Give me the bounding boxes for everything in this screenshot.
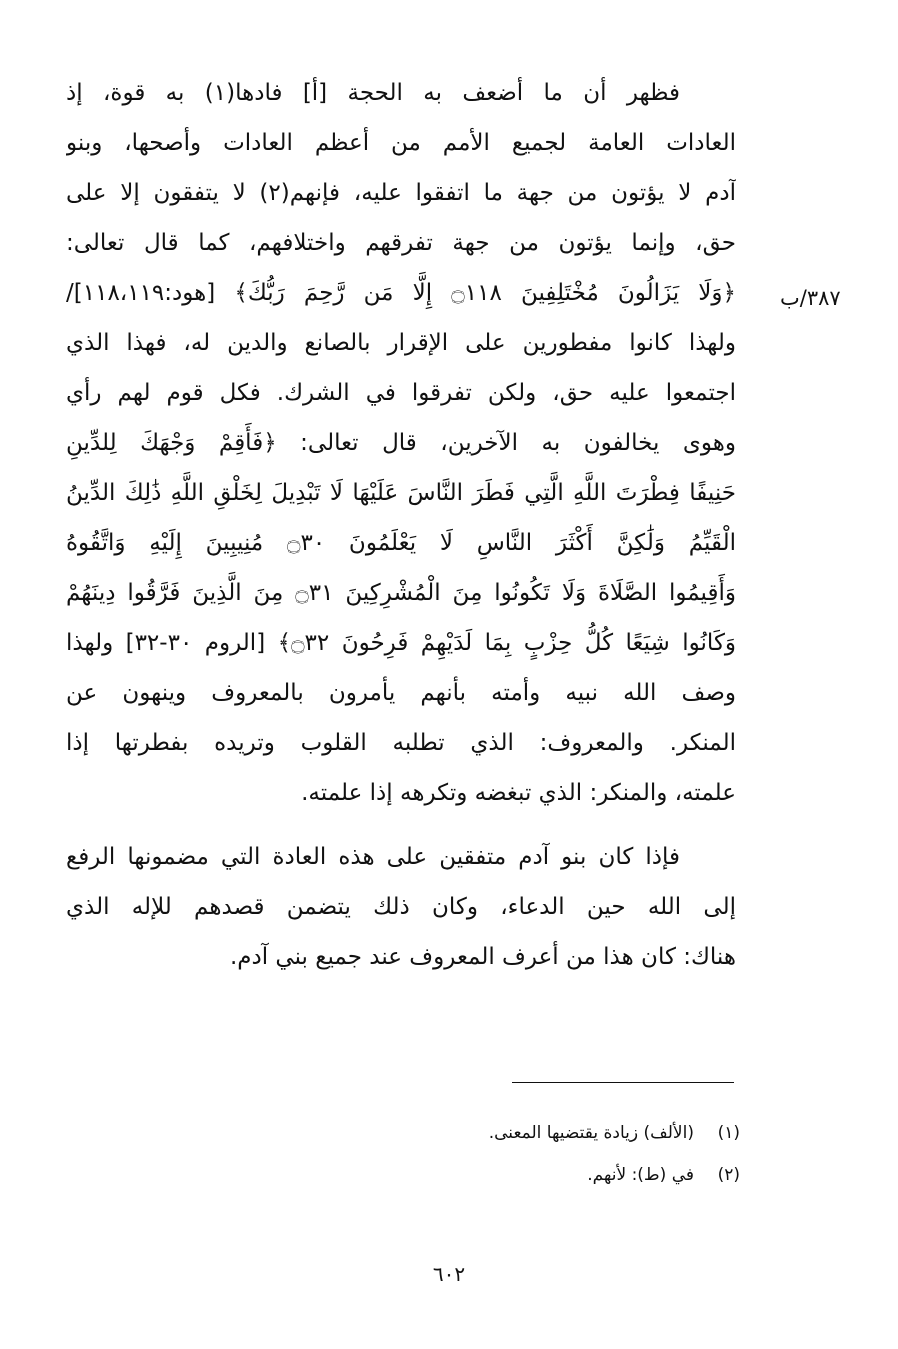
quran-verse-line: وَأَقِيمُوا الصَّلَاةَ وَلَا تَكُونُوا مِنَ الْمُشْرِكِينَ ۝٣١ مِنَ الَّذِينَ فَرَّقُوا دِينَهُمْ [66, 580, 736, 606]
text-line: وصف الله نبيه وأمته بأنهم يأمرون بالمعروف وينهون عن [66, 680, 736, 706]
footnote-text: في (ط): لأنهم. [587, 1165, 694, 1185]
manuscript-folio-marker: ٣٨٧/ب [780, 286, 841, 310]
main-text [66, 68, 736, 982]
text-line: هناك: كان هذا من أعرف المعروف عند جميع بني آدم. [229, 944, 736, 970]
text-line: فإذا كان بنو آدم متفقين على هذه العادة التي مضمونها الرفع [66, 844, 680, 870]
quran-verse-line: ﴿وَلَا يَزَالُونَ مُخْتَلِفِينَ ۝١١٨ إِلَّا مَن رَّحِمَ رَبُّكَ﴾ [هود:١١٨،١١٩]/ [66, 280, 736, 306]
quran-verse-line: الْقَيِّمُ وَلَٰكِنَّ أَكْثَرَ النَّاسِ لَا يَعْلَمُونَ ۝٣٠ مُنِيبِينَ إِلَيْهِ وَاتَّقُوهُ [66, 530, 736, 556]
text-line: حق، وإنما يؤتون من جهة تفرقهم واختلافهم، كما قال تعالى: [66, 230, 736, 256]
paragraph-1 [66, 68, 736, 818]
text-line: علمته، والمنكر: الذي تبغضه وتكرهه إذا علمته. [301, 780, 736, 806]
paragraph-2 [66, 832, 736, 982]
text-line: وهوى يخالفون به الآخرين، قال تعالى: ﴿فَأَقِمْ وَجْهَكَ لِلدِّينِ [66, 430, 736, 456]
footnote-item [200, 1112, 740, 1154]
text-line: إلى الله حين الدعاء، وكان ذلك يتضمن قصدهم للإله الذي [66, 894, 736, 920]
footnote-number: (١) [717, 1123, 740, 1143]
page-number: ٦٠٢ [432, 1262, 466, 1286]
footnote-separator [512, 1082, 734, 1083]
text-line: اجتمعوا عليه حق، ولكن تفرقوا في الشرك. فكل قوم لهم رأي [66, 380, 736, 406]
text-line: ولهذا كانوا مفطورين على الإقرار بالصانع والدين له، فهذا الذي [66, 330, 736, 356]
text-line: فظهر أن ما أضعف به الحجة [أ] فادها(١) به قوة، إذ [66, 80, 681, 106]
text-line: المنكر. والمعروف: الذي تطلبه القلوب وتريده بفطرتها إذا [66, 730, 736, 756]
footnote-text: (الألف) زيادة يقتضيها المعنى. [488, 1123, 694, 1143]
footnote-number: (٢) [717, 1165, 740, 1185]
quran-verse-line: حَنِيفًا فِطْرَتَ اللَّهِ الَّتِي فَطَرَ النَّاسَ عَلَيْهَا لَا تَبْدِيلَ لِخَلْقِ اللَّهِ ذَٰلِكَ الدِّينُ [66, 480, 736, 506]
footnotes [200, 1112, 740, 1196]
text-line: آدم لا يؤتون من جهة ما اتفقوا عليه، فإنهم(٢) لا يتفقون إلا على [66, 180, 736, 206]
footnote-item [200, 1154, 740, 1196]
quran-verse-line: وَكَانُوا شِيَعًا كُلُّ حِزْبٍ بِمَا لَدَيْهِمْ فَرِحُونَ ۝٣٢﴾ [الروم ٣٠-٣٢] ولهذا [66, 630, 736, 656]
text-line: العادات العامة لجميع الأمم من أعظم العادات وأصحها، وبنو [66, 130, 736, 156]
